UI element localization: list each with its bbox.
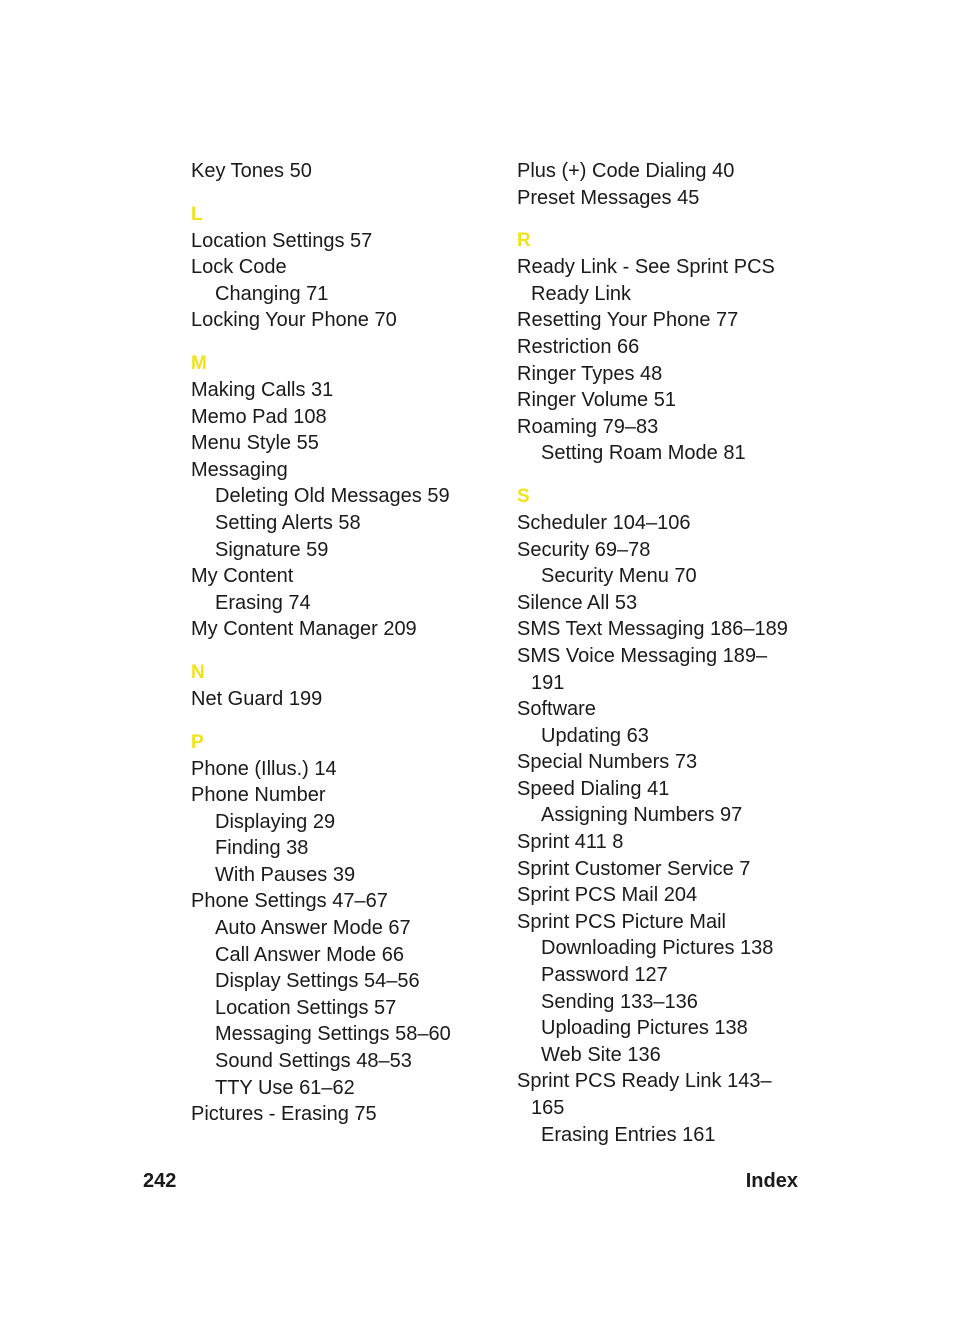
index-subentry: Messaging Settings 58–60 [215, 1023, 451, 1046]
index-column-right [517, 158, 817, 1148]
index-letter-heading: S [517, 485, 530, 507]
index-letter-heading: N [191, 661, 205, 683]
index-subentry: Display Settings 54–56 [215, 970, 420, 993]
index-entry: Menu Style 55 [191, 432, 319, 455]
index-subentry: Call Answer Mode 66 [215, 943, 404, 966]
index-entry: Software [517, 698, 596, 721]
index-subentry: Assigning Numbers 97 [541, 804, 743, 827]
index-letter-heading: P [191, 731, 204, 753]
index-entry: Scheduler 104–106 [517, 511, 691, 534]
index-subentry: Sound Settings 48–53 [215, 1050, 412, 1073]
index-entry-continuation: 191 [531, 671, 565, 694]
index-subentry: Finding 38 [215, 837, 309, 860]
index-subentry: Web Site 136 [541, 1043, 661, 1066]
index-subentry: Signature 59 [215, 538, 329, 561]
index-entry: Locking Your Phone 70 [191, 309, 397, 332]
index-entry: Sprint PCS Picture Mail [517, 910, 726, 933]
index-subentry: Sending 133–136 [541, 990, 698, 1013]
index-subentry: Setting Alerts 58 [215, 511, 361, 534]
index-entry-continuation: Ready Link [531, 282, 632, 305]
index-entry: Sprint 411 8 [517, 831, 624, 854]
index-entry: Special Numbers 73 [517, 751, 698, 774]
index-entry: Making Calls 31 [191, 378, 334, 401]
index-subentry: Security Menu 70 [541, 565, 697, 588]
index-entry: Phone (Illus.) 14 [191, 757, 337, 780]
page-number: 242 [143, 1170, 177, 1192]
section-title: Index [745, 1170, 798, 1192]
index-entry: Sprint Customer Service 7 [517, 857, 751, 880]
index-entry: Preset Messages 45 [517, 186, 700, 209]
index-subentry: TTY Use 61–62 [215, 1076, 355, 1099]
index-entry: Lock Code [191, 256, 287, 279]
index-entry: Restriction 66 [517, 335, 640, 358]
index-entry: Security 69–78 [517, 538, 651, 561]
index-entry: My Content [191, 565, 294, 588]
index-letter-heading: R [517, 230, 531, 252]
index-entry: Location Settings 57 [191, 229, 373, 252]
index-letter-heading: M [191, 352, 207, 374]
index-subentry: Location Settings 57 [215, 996, 397, 1019]
index-subentry: Changing 71 [215, 282, 329, 305]
index-entry: Plus (+) Code Dialing 40 [517, 160, 735, 182]
index-entry: Ringer Types 48 [517, 362, 663, 385]
index-subentry: Setting Roam Mode 81 [541, 442, 746, 465]
index-entry: Sprint PCS Ready Link 143– [517, 1070, 772, 1093]
index-entry: Messaging [191, 458, 288, 481]
index-subentry: Updating 63 [541, 724, 649, 747]
index-entry: Sprint PCS Mail 204 [517, 884, 698, 907]
index-subentry: Erasing 74 [215, 591, 311, 614]
index-subentry: Displaying 29 [215, 810, 336, 833]
index-entry: Ringer Volume 51 [517, 389, 676, 412]
index-column-left [191, 158, 491, 1128]
index-subentry: Password 127 [541, 964, 668, 987]
index-entry: Resetting Your Phone 77 [517, 309, 739, 332]
index-entry: Phone Number [191, 784, 326, 807]
index-entry: Pictures - Erasing 75 [191, 1103, 377, 1126]
index-entry-continuation: 165 [531, 1097, 565, 1119]
index-entry: Memo Pad 108 [191, 405, 327, 428]
index-subentry: Downloading Pictures 138 [541, 937, 774, 960]
index-entry: Silence All 53 [517, 591, 638, 614]
index-letter-heading: L [191, 203, 203, 225]
index-entry: Roaming 79–83 [517, 415, 659, 438]
index-entry: Net Guard 199 [191, 687, 323, 710]
index-entry: SMS Voice Messaging 189– [517, 644, 768, 667]
index-entry: SMS Text Messaging 186–189 [517, 618, 788, 641]
index-entry: Speed Dialing 41 [517, 777, 670, 800]
index-subentry: Erasing Entries 161 [541, 1123, 716, 1146]
index-entry: Key Tones 50 [191, 160, 312, 182]
index-entry: My Content Manager 209 [191, 618, 417, 641]
index-entry: Ready Link - See Sprint PCS [517, 256, 775, 279]
index-subentry: Deleting Old Messages 59 [215, 485, 450, 508]
index-entry: Phone Settings 47–67 [191, 890, 388, 913]
index-subentry: Uploading Pictures 138 [541, 1017, 748, 1040]
index-subentry: With Pauses 39 [215, 863, 356, 886]
index-subentry: Auto Answer Mode 67 [215, 917, 411, 940]
